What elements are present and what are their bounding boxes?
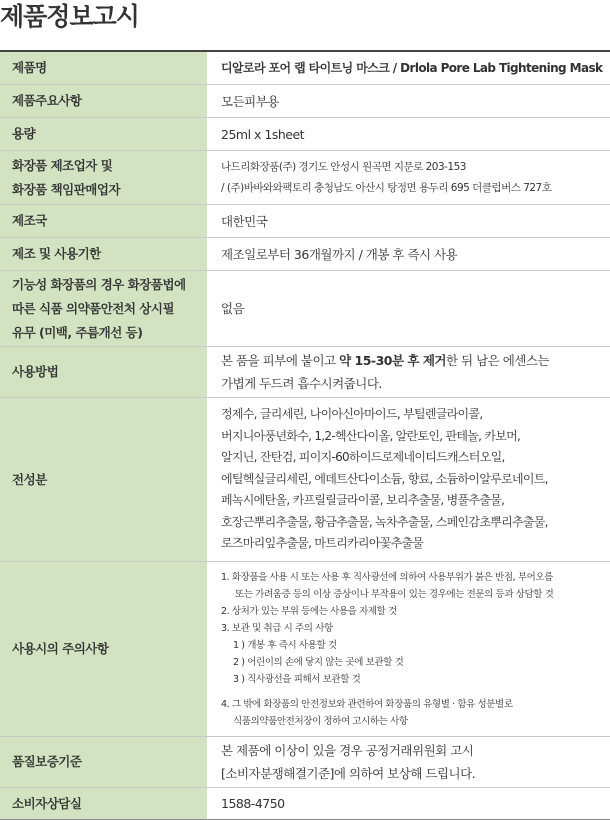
label-caution: 사용시의 주의사항: [0, 562, 207, 736]
value-skin-type: 모든피부용: [221, 93, 279, 109]
label-usage: 사용방법: [0, 347, 207, 397]
value-warranty-line1: 본 제품에 이상이 있을 경우 공정거래위원회 고시: [221, 743, 474, 758]
label-manufacturer-line2: 화장품 책임판매업자: [12, 181, 121, 197]
label-warranty: 품질보증기준: [0, 737, 207, 787]
ingredient-line: 호장근뿌리추출물, 황금추출물, 녹차추출물, 스페인감초뿌리추출물,: [221, 514, 548, 529]
label-functional-line2: 따른 식품 의약품안전처 상시필: [12, 300, 175, 316]
label-manufacturer-line1: 화장품 제조업자 및: [12, 157, 113, 173]
row-product-name: [0, 52, 610, 85]
label-product-name: 제품명: [0, 52, 207, 84]
caution-line: 4. 그 밖에 화장품의 안전정보와 관련하여 화장품의 유형별 · 함유 성분별로: [221, 698, 513, 710]
value-consumer: 1588-4750: [221, 796, 285, 811]
label-manufacturer: [0, 151, 207, 204]
label-functional-line1: 기능성 화장품의 경우 화장품법에: [12, 276, 186, 292]
row-expiry: [0, 238, 610, 271]
row-usage: [0, 347, 610, 398]
value-manufacturer: [207, 151, 610, 204]
label-functional: [0, 271, 207, 346]
value-usage-line1: [221, 349, 606, 372]
value-usage: [207, 347, 610, 397]
value-usage-line2: 가볍게 두드려 흡수시켜줍니다.: [221, 376, 382, 391]
ingredient-line: 페녹시에탄올, 카프릴릴글라이콜, 보리추출물, 병풀추출물,: [221, 493, 505, 508]
value-functional: 없음: [221, 301, 245, 316]
value-country: 대한민국: [221, 213, 268, 229]
label-ingredients: 전성분: [0, 398, 207, 561]
caution-line: 3. 보관 및 취급 시 주의 사항: [221, 622, 333, 634]
row-consumer: [0, 788, 610, 820]
value-caution: [207, 562, 610, 736]
caution-line: 3 ) 직사광선을 피해서 보관할 것: [233, 673, 361, 685]
ingredient-line: 에틸헥실글리세린, 에데트산다이소듐, 향료, 소듐하이알루로네이트,: [221, 471, 548, 486]
row-ingredients: [0, 398, 610, 562]
usage-text-c: 한 뒤 남은 에센스는: [446, 353, 550, 368]
usage-text-a: 본 품을 피부에 붙이고: [221, 353, 340, 368]
row-warranty: [0, 737, 610, 788]
label-consumer: 소비자상담실: [0, 788, 207, 819]
label-volume: 용량: [0, 118, 207, 150]
ingredient-line: 로즈마리잎추출물, 마트리카리아꽃추출물: [221, 536, 424, 551]
label-functional-line3: 유무 (미백, 주름개선 등): [12, 324, 143, 340]
page-title: 제품정보고시: [0, 2, 139, 31]
caution-line: 식품의약품안전처장이 정하여 고시하는 사항: [233, 715, 408, 727]
value-volume: 25ml x 1sheet: [221, 126, 305, 142]
product-info-table: [0, 50, 610, 820]
row-caution: [0, 562, 610, 737]
caution-line: 2 ) 어린이의 손에 닿지 않는 곳에 보관할 것: [233, 656, 404, 668]
caution-line: 1. 화장품을 사용 시 또는 사용 후 직사광선에 의하여 사용부위가 붉은 반점, 부어오름: [221, 571, 553, 583]
row-manufacturer: [0, 151, 610, 205]
row-volume: [0, 118, 610, 151]
value-manufacturer-line2: / (주)바바와와팩토리 충청남도 아산시 탕정면 용두리 695 더클럽버스 727호: [221, 181, 552, 194]
caution-line: 2. 상처가 있는 부위 등에는 사용을 자제할 것: [221, 605, 397, 617]
value-warranty-line2: [소비자분쟁해결기준]에 의하여 보상해 드립니다.: [221, 766, 476, 781]
value-warranty: [207, 737, 610, 787]
ingredient-line: 알지닌, 잔탄검, 피이지-60하이드로제네이티드캐스터오일,: [221, 450, 505, 465]
row-skin-type: [0, 85, 610, 118]
value-manufacturer-line1: 나드리화장품(주) 경기도 안성시 원곡면 지문로 203-153: [221, 160, 466, 173]
value-ingredients: [207, 398, 610, 561]
ingredient-line: 정제수, 글리세린, 나이아신아마이드, 부틸렌글라이콜,: [221, 407, 483, 422]
row-country: [0, 205, 610, 238]
value-expiry: 제조일로부터 36개월까지 / 개봉 후 즉시 사용: [221, 246, 458, 262]
caution-line: 또는 가려움증 등의 이상 증상이나 부작용이 있는 경우에는 전문의 등과 상담할 것: [235, 588, 554, 600]
row-functional: [0, 271, 610, 347]
ingredient-line: 버지니아풍년화수, 1,2-헥산다이올, 알란토인, 판테놀, 카보머,: [221, 428, 521, 443]
label-skin-type: 제품주요사항: [0, 85, 207, 117]
usage-text-emphasis: 약 15-30분 후 제거: [339, 353, 446, 368]
label-expiry: 제조 및 사용기한: [0, 238, 207, 270]
value-product-name: 디알로라 포어 랩 타이트닝 마스크 / Drlola Pore Lab Tightening Mask: [221, 60, 603, 75]
label-country: 제조국: [0, 205, 207, 237]
caution-line: 1 ) 개봉 후 즉시 사용할 것: [233, 639, 337, 651]
